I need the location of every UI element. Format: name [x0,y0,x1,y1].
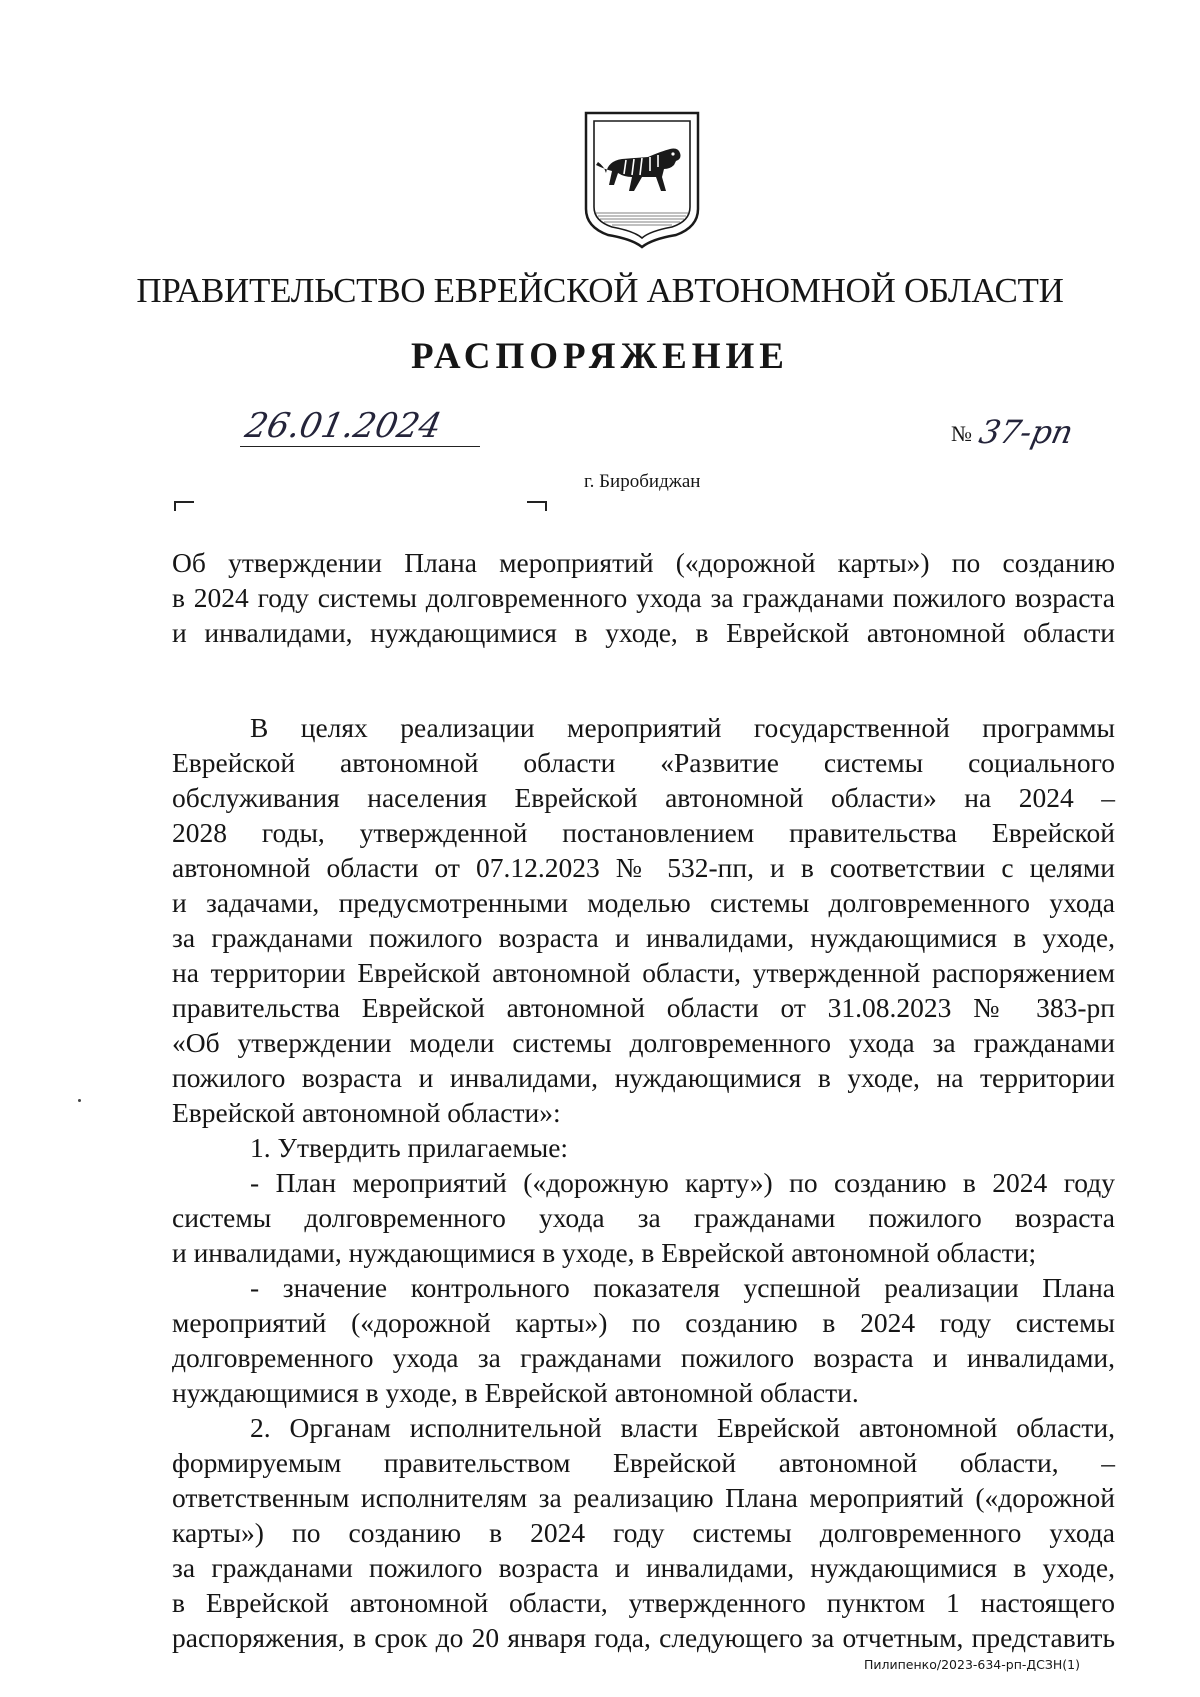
number-sign: № [951,421,972,446]
subject-line: и инвалидами, нуждающимися в уходе, в Еврейской автономной области [172,617,1115,648]
body-line: В целях реализации мероприятий государственной программы [250,712,1115,743]
body-line: - План мероприятий («дорожную карту») по созданию в 2024 году [250,1167,1115,1198]
body-line: за гражданами пожилого возраста и инвалидами, нуждающимися в уходе, [172,922,1115,953]
body-line: Еврейской автономной области «Развитие системы социального [172,747,1115,778]
handwritten-number: 37-рп [975,413,1077,451]
body-line: на территории Еврейской автономной области, утвержденной распоряжением [172,957,1115,988]
body-line: 1. Утвердить прилагаемые: [250,1132,569,1163]
body-line: автономной области от 07.12.2023 № 532-пп, и в соответствии с целями [172,852,1115,883]
body-line: Еврейской автономной области»: [172,1097,561,1128]
document-body [172,710,1115,1655]
body-line: распоряжения, в срок до 20 января года, следующего за отчетным, представить [172,1622,1115,1653]
body-line: карты») по созданию в 2024 году системы долговременного ухода [172,1517,1115,1548]
city-name: г. Биробиджан [584,471,701,492]
body-line: системы долговременного ухода за гражданами пожилого возраста [172,1202,1115,1233]
body-line: формируемым правительством Еврейской автономной области, – [172,1447,1115,1478]
body-line: ответственным исполнителям за реализацию Плана мероприятий («дорожной [172,1482,1115,1513]
body-line: обслуживания населения Еврейской автономной области» на 2024 – [172,782,1115,813]
scan-artifact-dot [78,1099,81,1102]
body-line: правительства Еврейской автономной области от 31.08.2023 № 383-рп [172,992,1115,1023]
subject-corner-mark-right [527,501,547,511]
body-line: в Еврейской автономной области, утвержденного пунктом 1 настоящего [172,1587,1115,1618]
subject-line: Об утверждении Плана мероприятий («дорожной карты») по созданию [172,547,1115,578]
body-line: мероприятий («дорожной карты») по созданию в 2024 году системы [172,1307,1115,1338]
body-line: 2028 годы, утвержденной постановлением правительства Еврейской [172,817,1115,848]
document-type-title: РАСПОРЯЖЕНИЕ [410,336,789,377]
subject-line: в 2024 году системы долговременного ухода за гражданами пожилого возраста [172,582,1115,613]
date-field [240,402,480,447]
body-line: и задачами, предусмотренными моделью системы долговременного ухода [172,887,1115,918]
body-line: 2. Органам исполнительной власти Еврейской автономной области, [250,1412,1115,1443]
body-line: и инвалидами, нуждающимися в уходе, в Еврейской автономной области; [172,1237,1037,1268]
document-number-field [951,412,1077,452]
handwritten-date: 26.01.2024 [241,406,445,446]
body-line: пожилого возраста и инвалидами, нуждающимися в уходе, на территории [172,1062,1115,1093]
body-line: - значение контрольного показателя успешной реализации Плана [250,1272,1115,1303]
body-line: нуждающимися в уходе, в Еврейской автономной области. [172,1377,859,1408]
document-footer-code: Пилипенко/2023-634-рп-ДСЗН(1) [864,1657,1081,1672]
body-line: долговременного ухода за гражданами пожилого возраста и инвалидами, [172,1342,1115,1373]
government-title: ПРАВИТЕЛЬСТВО ЕВРЕЙСКОЙ АВТОНОМНОЙ ОБЛАСТИ [136,271,1064,310]
coat-of-arms-emblem [582,109,702,249]
subject-corner-mark-left [174,501,194,511]
document-subject [172,545,1115,650]
body-line: за гражданами пожилого возраста и инвалидами, нуждающимися в уходе, [172,1552,1115,1583]
body-line: «Об утверждении модели системы долговременного ухода за гражданами [172,1027,1115,1058]
